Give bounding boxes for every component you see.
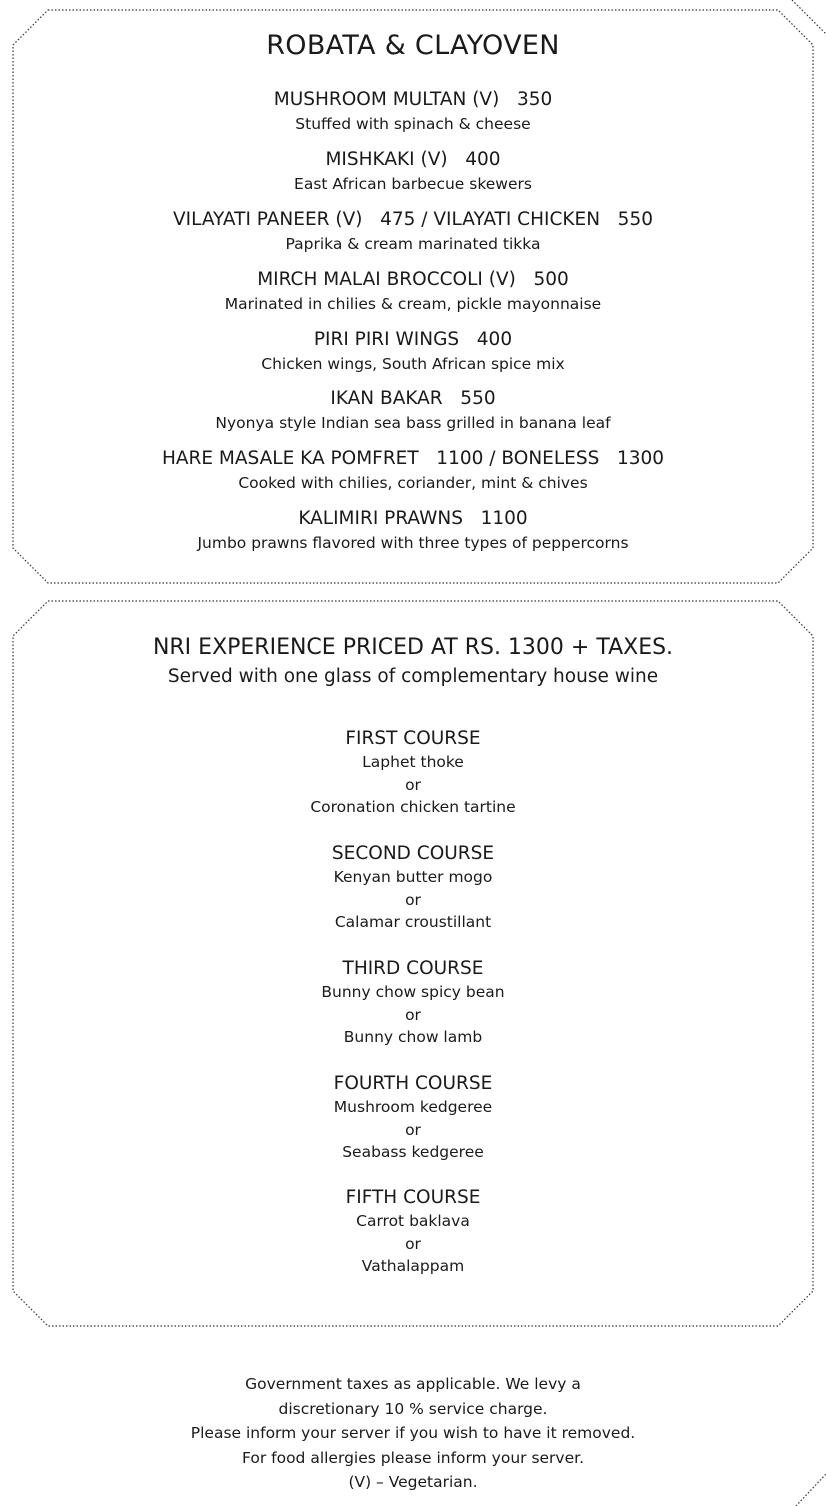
dish-name: KALIMIRI PRAWNS 1100: [298, 508, 528, 529]
course-or: or: [405, 1120, 421, 1139]
dish-description: East African barbecue skewers: [294, 175, 532, 193]
dish-description: Nyonya style Indian sea bass grilled in banana leaf: [215, 414, 611, 432]
menu-item: [13, 268, 813, 316]
robata-section: [13, 10, 813, 584]
footer-line: discretionary 10 % service charge.: [278, 1399, 548, 1418]
dish-name: MUSHROOM MULTAN (V) 350: [273, 89, 553, 110]
dish-description: Marinated in chilies & cream, pickle mayonnaise: [224, 295, 602, 313]
dish-description: Paprika & cream marinated tikka: [285, 235, 541, 253]
menu-item: [13, 148, 813, 196]
course-or: or: [405, 890, 421, 909]
dish-description: Jumbo prawns flavored with three types of peppercorns: [197, 534, 629, 552]
section-title: ROBATA & CLAYOVEN: [266, 30, 560, 61]
course-or: or: [405, 1005, 421, 1024]
course-option: Bunny chow spicy bean: [321, 983, 505, 1001]
course-name: THIRD COURSE: [342, 958, 484, 979]
dish-description: Chicken wings, South African spice mix: [261, 355, 565, 373]
dish-name: MIRCH MALAI BROCCOLI (V) 500: [257, 269, 569, 290]
course-name: FOURTH COURSE: [333, 1073, 493, 1094]
menu-item: [13, 328, 813, 376]
course-third: [13, 957, 813, 1049]
course-name: FIRST COURSE: [345, 728, 481, 749]
nri-experience-section: [13, 600, 813, 1328]
dish-name: IKAN BAKAR 550: [330, 388, 496, 409]
footer-line: (V) – Vegetarian.: [348, 1473, 478, 1491]
course-option: Vathalappam: [361, 1257, 465, 1275]
menu-item: [13, 507, 813, 555]
course-option: Bunny chow lamb: [343, 1028, 483, 1046]
footer-line: For food allergies please inform your server.: [241, 1448, 585, 1467]
dish-description: Stuffed with spinach & cheese: [295, 115, 531, 133]
menu-item: [13, 88, 813, 136]
course-name: FIFTH COURSE: [345, 1187, 481, 1208]
dish-description: Cooked with chilies, coriander, mint & chives: [238, 474, 588, 492]
nri-title: NRI EXPERIENCE PRICED AT RS. 1300 + TAXES.: [152, 635, 674, 660]
menu-item: [13, 208, 813, 256]
course-or: or: [405, 775, 421, 794]
course-option: Carrot baklava: [356, 1212, 470, 1230]
dish-name: VILAYATI PANEER (V) 475 / VILAYATI CHICKEN 550: [173, 209, 653, 230]
course-fourth: [13, 1072, 813, 1164]
nri-subtitle: Served with one glass of complementary house wine: [167, 666, 659, 687]
course-option: Coronation chicken tartine: [310, 798, 516, 816]
course-name: SECOND COURSE: [331, 843, 495, 864]
menu-item: [13, 447, 813, 495]
course-option: Calamar croustillant: [334, 913, 492, 931]
menu-item: [13, 387, 813, 435]
course-or: or: [405, 1234, 421, 1253]
footer-notes: [0, 1372, 826, 1495]
dish-name: PIRI PIRI WINGS 400: [313, 329, 513, 350]
footer-line: Please inform your server if you wish to have it removed.: [190, 1424, 636, 1442]
course-option: Seabass kedgeree: [342, 1143, 484, 1161]
course-option: Mushroom kedgeree: [333, 1098, 493, 1116]
course-second: [13, 842, 813, 934]
footer-line: Government taxes as applicable. We levy a: [245, 1375, 581, 1393]
course-option: Kenyan butter mogo: [333, 868, 493, 886]
course-first: [13, 727, 813, 819]
course-option: Laphet thoke: [362, 753, 464, 771]
dish-name: HARE MASALE KA POMFRET 1100 / BONELESS 1300: [161, 448, 665, 469]
course-fifth: [13, 1186, 813, 1278]
dish-name: MISHKAKI (V) 400: [325, 149, 501, 170]
